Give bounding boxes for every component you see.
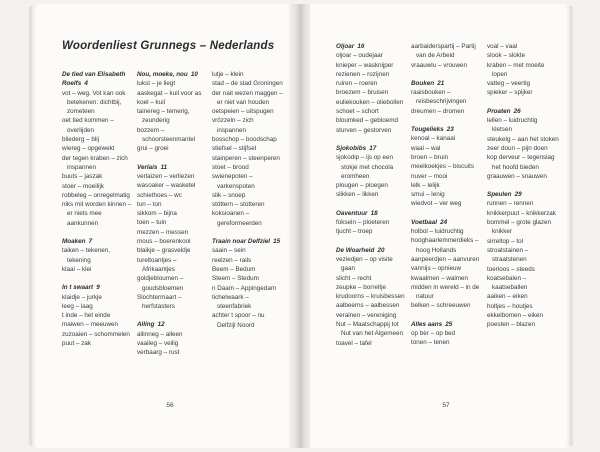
word-entry: sirreltop – tol — [487, 237, 524, 245]
section-heading: Moaken 7 — [62, 238, 93, 246]
word-entry: euliekouken – oliebollen — [336, 98, 404, 106]
word-entry: hooghaarlemmerdieks – hoog Hollands — [411, 237, 479, 254]
word-entry: swienepoten – varkenspoten — [212, 173, 255, 190]
word-entry: maiwen – meeuwen — [62, 321, 119, 329]
word-entry: verbaarg – rust — [137, 349, 180, 357]
word-column-right-3 — [487, 42, 559, 330]
word-column-right-2 — [411, 42, 483, 348]
word-entry: saain – sein — [212, 247, 246, 255]
word-entry: oetspeien – uitspugen — [212, 108, 274, 116]
word-entry: vraauwlu – vrouwen — [411, 61, 468, 69]
word-entry: tainereg – temerig, zeunderig — [137, 108, 190, 125]
word-entry: meelkoekjes – biscuits — [411, 163, 474, 171]
page-number-right: 57 — [442, 402, 450, 409]
word-entry: stiefsel – stijfsel — [212, 145, 257, 153]
word-entry: tjucht – troep — [336, 228, 373, 236]
word-entry: stad – de stad Groningen — [212, 80, 283, 88]
word-entry: achter t spoor – nu Delfzijl Noord — [212, 312, 265, 329]
word-entry: ekkelbomen – eiken — [487, 312, 544, 320]
section-heading: In t swaart 9 — [62, 284, 100, 292]
word-entry: leeg – laag — [62, 302, 93, 310]
word-entry: allinneg – alleen — [137, 330, 183, 338]
word-entry: holtjes – houtjes — [487, 302, 533, 310]
word-entry: tureltoantjes – Afrikaantjes — [137, 256, 177, 273]
section-heading: Bouken 21 — [411, 79, 445, 87]
word-entry: toavel – tafel — [336, 339, 372, 347]
word-entry: slik – snoep — [212, 191, 246, 199]
page-right — [310, 4, 566, 448]
word-entry: midden in wereld – in de natuur — [411, 283, 480, 301]
word-entry: graauwen – snauwen — [487, 172, 547, 180]
section-heading: Sjokobibs 17 — [336, 144, 377, 152]
word-entry: vaaileg – veilig — [137, 340, 179, 348]
word-entry: schiethoes – wc — [137, 191, 182, 199]
word-entry: Nut – Maatschappij tot Nut van het Algemeen — [336, 321, 403, 338]
word-entry: kop derveur – tegenslag het hoofd bieden — [487, 154, 555, 171]
word-entry: zeer doun – pijn doen — [487, 144, 548, 152]
word-entry: slicht – recht — [336, 274, 372, 282]
word-entry: waal – wal — [411, 144, 441, 152]
word-entry: stoer – moeilijk — [62, 182, 104, 190]
section-heading: Verlais 11 — [137, 163, 168, 171]
section-heading: Tougelieks 23 — [411, 126, 454, 134]
word-entry: op bèr – op bed — [411, 330, 456, 338]
word-entry: krudoorns – kruisbessen — [336, 293, 405, 301]
word-entry: runnen – rennen — [487, 200, 534, 208]
word-entry: verlaizen – verliezen — [137, 172, 195, 180]
section-heading: Alles aans 25 — [411, 320, 453, 328]
page-left — [36, 4, 290, 448]
word-entry: vrözzeln – zich inspannen — [212, 117, 254, 134]
word-entry: mous – boerenkool — [137, 238, 191, 246]
word-entry: blaikje – grasveldje — [137, 247, 191, 255]
section-heading: Oljoar 16 — [336, 43, 365, 50]
word-entry: veziedjen – op visite gaan — [336, 255, 393, 273]
word-entry: vot – weg. Vot kan ook betekenen: dichtbij, zometeen — [62, 89, 126, 116]
word-entry: mezzen – messen — [137, 228, 189, 236]
word-entry: bozzem – schoorsteenmantel — [137, 126, 196, 144]
section-heading: Traain noar Delfziel 15 — [212, 238, 281, 246]
word-entry: oet tied kommen – overlijden — [62, 117, 114, 134]
word-entry: schoet – schort — [336, 108, 379, 116]
word-entry: lukst – je liegt — [137, 80, 176, 88]
section-heading: Nou, moeke, nou 10 — [137, 71, 198, 78]
section-heading: De tied van Elisabeth Roelfs 4 — [62, 71, 126, 88]
word-entry: Slochtermaart – herfstasters — [137, 293, 182, 311]
word-entry: puut – zak — [62, 340, 92, 348]
word-entry: knieper – wasknijper — [336, 61, 394, 69]
word-entry: steukelg – aan het stoken — [487, 135, 559, 143]
word-entry: lellen – luidruchtig kletsen — [487, 117, 538, 134]
word-entry: broezem – bruisen — [336, 89, 389, 97]
word-entry: grui – groei — [137, 145, 169, 153]
word-entry: sjokodip – ijs op een stokje met chocola eromheen — [336, 154, 394, 180]
word-entry: toerloos – steeds — [487, 265, 535, 273]
word-column-left-1 — [62, 70, 134, 348]
word-entry: lutje – klein — [212, 71, 244, 78]
page-title: Woordenliest Grunnegs – Nederlands — [62, 40, 275, 52]
section-heading: Voetbaal 24 — [411, 218, 448, 226]
word-column-left-3 — [212, 70, 284, 330]
word-entry: n Daam – Appingedam — [212, 284, 277, 292]
word-entry: aanpeerdjen – aanvuren — [411, 255, 480, 263]
word-entry: stainperen – steenperen — [212, 154, 280, 162]
word-entry: nuver – mooi — [411, 172, 448, 180]
section-heading: Speulen 29 — [487, 191, 522, 199]
word-entry: bliederg – blij — [62, 136, 100, 144]
word-entry: voal – vaal — [487, 43, 518, 50]
section-heading: De Woarheid 20 — [336, 246, 385, 254]
word-entry: koksioanen – gereformeerden — [212, 210, 262, 227]
word-entry: raaisbouken – reisbeschrijvingen — [411, 89, 467, 106]
word-entry: der tegen kraben – zich inspannen — [62, 154, 128, 171]
word-entry: der nait wezen maggen – er niet van houden — [212, 89, 283, 106]
word-entry: sikkom – bijna — [137, 210, 177, 218]
word-entry: t inde – het einde — [62, 312, 111, 320]
word-entry: klaai – klei — [62, 265, 92, 273]
word-entry: plougen – ploegen — [336, 182, 388, 190]
word-entry: aaiken – eiken — [487, 293, 528, 301]
word-entry: buuts – jaszak — [62, 173, 103, 181]
word-column-left-2 — [137, 70, 209, 358]
word-entry: oljoar – oudejaar — [336, 52, 383, 60]
word-entry: holbol – luidruchtig — [411, 228, 464, 236]
word-entry: ruiren – roeren — [336, 80, 378, 88]
word-entry: bosschop – boodschap — [212, 136, 277, 144]
word-entry: robbeleg – onregelmatig — [62, 191, 130, 199]
word-entry: kwaalmen – walmen — [411, 274, 469, 282]
word-entry: goldjebloumen – goudsbloemen — [137, 275, 184, 292]
word-entry: bloumked – gebloemd — [336, 117, 398, 125]
word-entry: slook – slokte — [487, 52, 526, 60]
word-entry: stöttern – stotteren — [212, 201, 265, 209]
word-entry: aaskegat – kuil voor as — [137, 89, 202, 97]
word-entry: Steem – Stedum — [212, 275, 259, 283]
word-entry: aarbaiderspartij – Partij van de Arbeid — [411, 43, 476, 60]
word-entry: Beem – Bedum — [212, 265, 256, 273]
word-entry: fokseln – ploeteren — [336, 219, 390, 227]
word-entry: bommel – grote glazen knikker — [487, 219, 552, 236]
word-entry: knikkerpuut – knikkerzak — [487, 209, 556, 217]
section-heading: Proaten 26 — [487, 107, 521, 115]
word-entry: zeupke – borreltje — [336, 283, 387, 291]
word-entry: belken – schreeuwen — [411, 302, 471, 310]
word-entry: reelzen – rails — [212, 256, 252, 264]
word-entry: sturven – gestorven — [336, 126, 392, 134]
word-entry: tonen – tenen — [411, 339, 450, 347]
word-entry: rezienen – rozijnen — [336, 70, 390, 78]
page-number-left: 56 — [166, 402, 174, 409]
word-entry: smui – lenig — [411, 191, 445, 199]
word-entry: broen – bruin — [411, 153, 449, 161]
word-entry: taiken – tekenen, tekening — [62, 247, 110, 264]
word-entry: koel – kuil — [137, 98, 166, 106]
word-column-right-1 — [336, 42, 408, 348]
word-entry: kraben – met moeite lopen — [487, 61, 545, 78]
word-entry: zuzoaien – schommelen — [62, 330, 130, 338]
word-entry: slikken – likken — [336, 191, 379, 199]
word-entry: wiereg – opgewekt — [62, 145, 115, 153]
word-entry: vannijs – opnieuw — [411, 265, 462, 273]
word-entry: koatsebalen – kaatseballen — [487, 274, 528, 292]
word-entry: dreumen – dromen — [411, 107, 465, 115]
word-entry: niks mit worden kinnen – er niets mee aankunnen — [62, 201, 132, 227]
word-entry: verainen – vereniging — [336, 311, 397, 319]
word-entry: stoet – brood — [212, 163, 249, 171]
word-entry: poesten – blazen — [487, 321, 535, 329]
section-heading: Oaventuur 18 — [336, 209, 378, 217]
word-entry: klaidje – jurkje — [62, 293, 102, 301]
word-entry: spieker – spijker — [487, 89, 533, 97]
word-entry: kenoal – kanaal — [411, 135, 456, 143]
word-entry: tichelwaark – steenfabriek — [212, 293, 252, 311]
word-entry: vatteg – veertig — [487, 80, 531, 88]
word-entry: wiedvot – ver weg — [411, 200, 462, 208]
word-entry: aalbeerns – aalbessen — [336, 302, 400, 310]
section-heading: Alling 12 — [137, 321, 165, 329]
word-entry: stroatstainen – straatstenen — [487, 246, 529, 264]
word-entry: lelk – lelijk — [411, 181, 440, 189]
word-entry: toen – tuin — [137, 219, 167, 227]
word-entry: tun – ton — [137, 200, 162, 208]
word-entry: wasoaker – wasketel — [137, 182, 196, 190]
book-page-edge-right — [565, 6, 574, 446]
